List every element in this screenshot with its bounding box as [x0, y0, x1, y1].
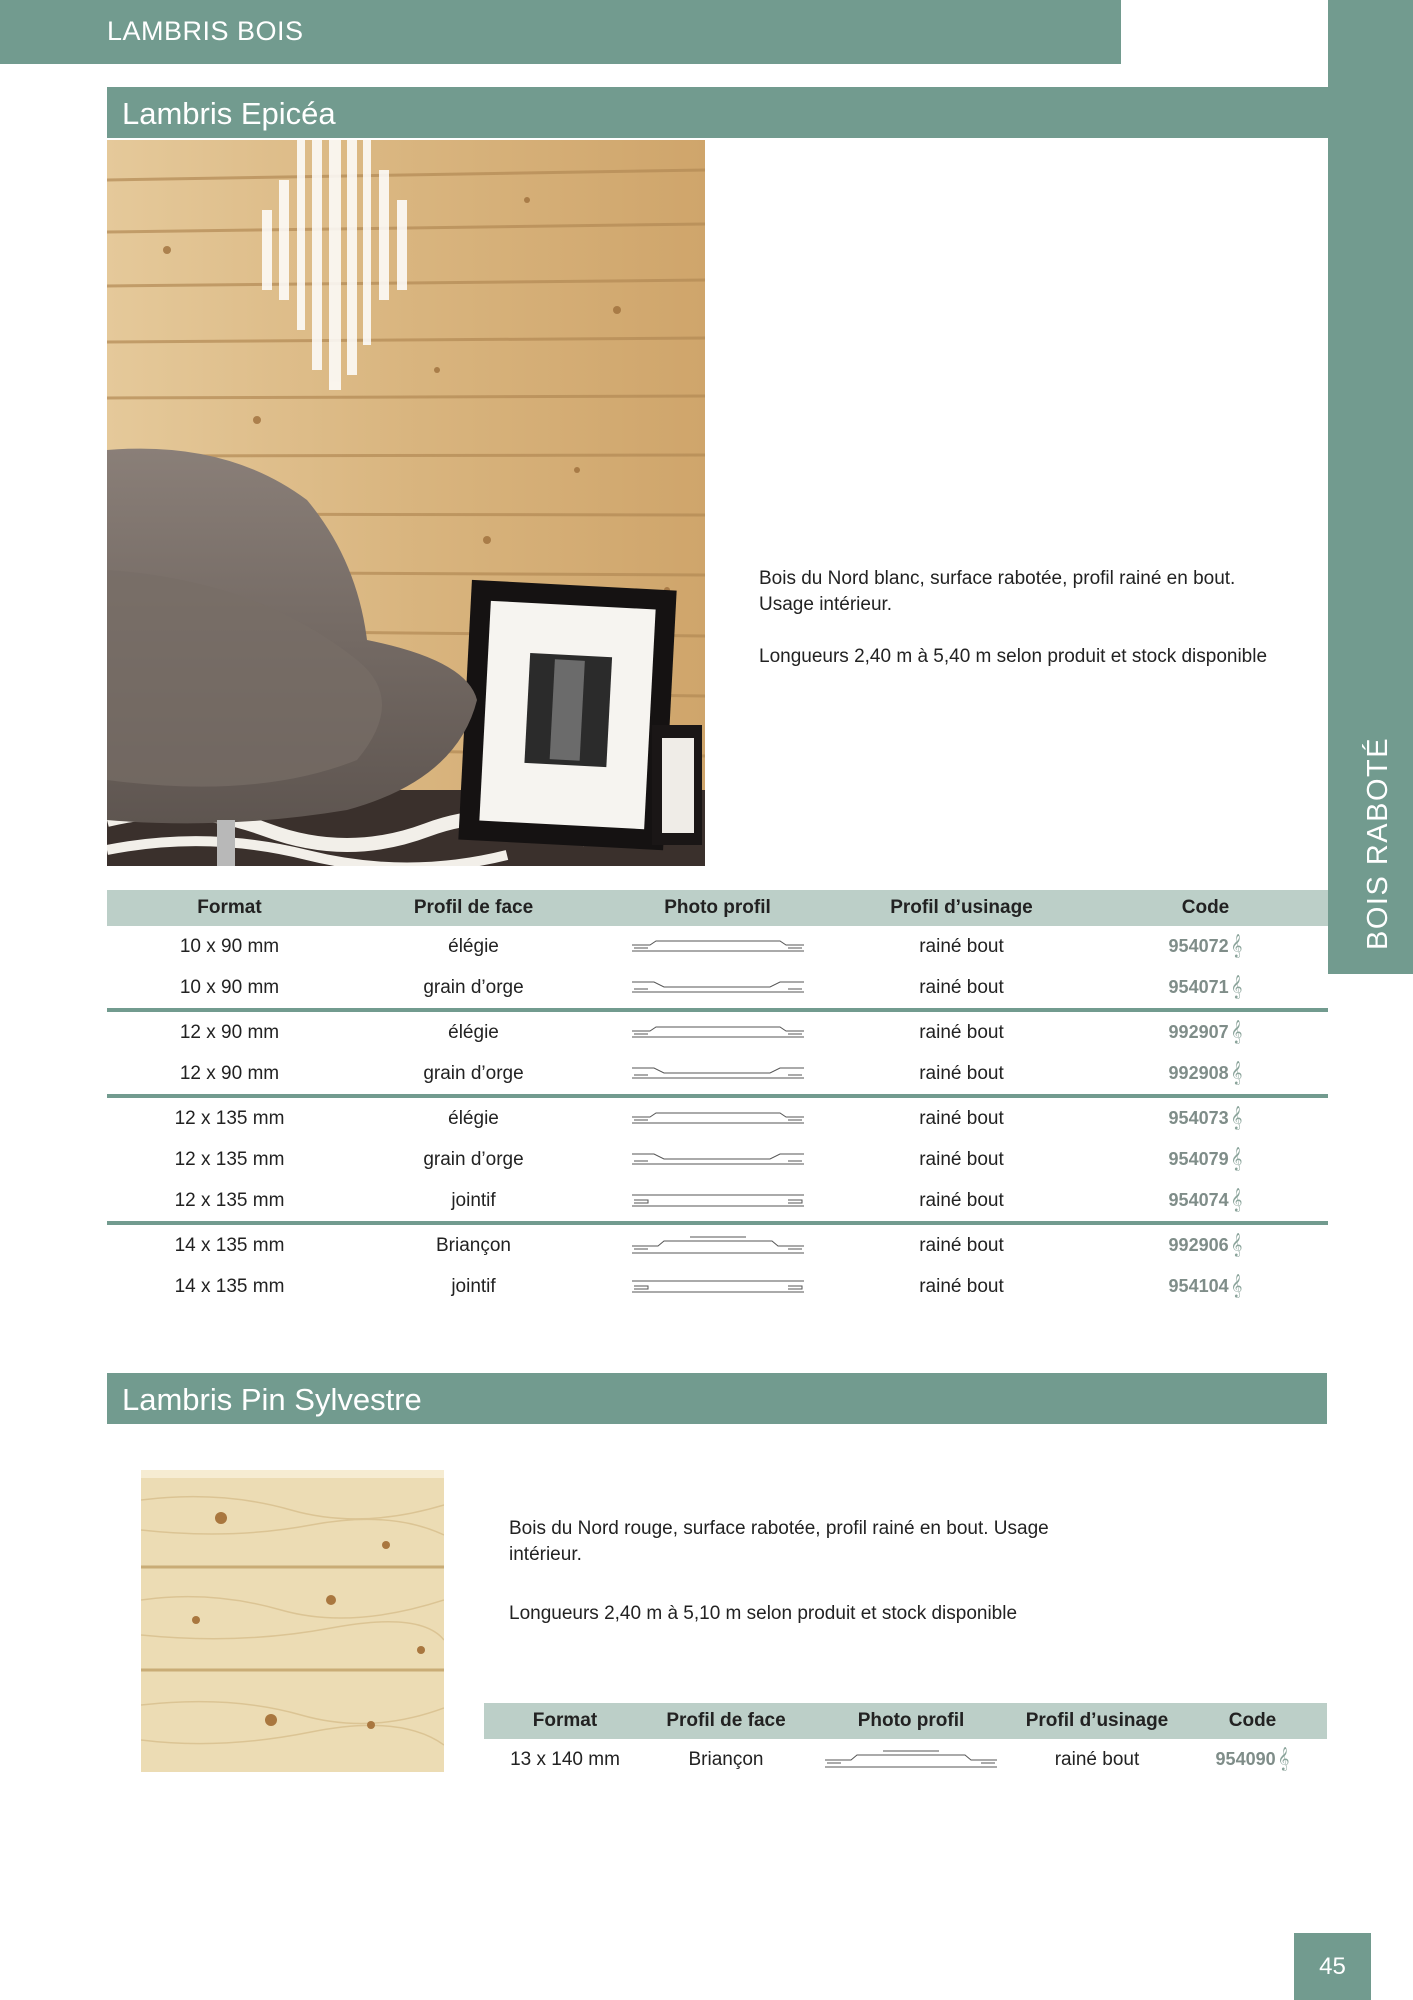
product-code: 954074: [1168, 1190, 1229, 1210]
col-header-code: Code: [1083, 890, 1328, 926]
treble-clef-icon: 𝄞: [1230, 976, 1243, 998]
code-cell: [1083, 1180, 1328, 1223]
grain-orge-profile-icon: [630, 1064, 806, 1084]
table-row: [107, 1180, 1328, 1223]
product-code: 954079: [1168, 1149, 1229, 1169]
col-header-format: Format: [484, 1703, 646, 1739]
col-header-code: Code: [1178, 1703, 1327, 1739]
profil-face-cell: jointif: [451, 1275, 496, 1297]
profil-face-cell: jointif: [352, 1180, 595, 1223]
photo-profil-cell: [595, 967, 840, 1010]
photo-profil-cell: [595, 926, 840, 967]
photo-profil-cell: [595, 1180, 840, 1223]
format-cell: 10 x 90 mm: [179, 935, 280, 957]
epicea-description: [759, 566, 1319, 670]
table-row: [484, 1739, 1327, 1780]
page-number: 45: [1319, 1953, 1346, 1980]
code-cell: [1083, 1139, 1328, 1180]
pine-board-photo-icon: [141, 1470, 444, 1772]
photo-profil-cell: [595, 1010, 840, 1053]
profil-face-cell: élégie: [448, 1107, 499, 1129]
treble-clef-icon: 𝄞: [1230, 1062, 1243, 1084]
pin-description: [509, 1516, 1109, 1627]
usinage-cell: rainé bout: [919, 935, 1004, 957]
product-code: 992906: [1168, 1235, 1229, 1255]
usinage-cell: rainé bout: [840, 1053, 1083, 1096]
col-header-profil-face: Profil de face: [646, 1703, 806, 1739]
treble-clef-icon: 𝄞: [1230, 1189, 1243, 1211]
format-cell: 14 x 135 mm: [174, 1275, 285, 1297]
product-code: 954104: [1168, 1276, 1229, 1296]
profil-face-cell: élégie: [448, 1021, 499, 1043]
table-row: [107, 967, 1328, 1010]
photo-profil-cell: [595, 1266, 840, 1307]
jointif-profile-icon: [630, 1277, 806, 1297]
format-cell: 10 x 90 mm: [107, 967, 352, 1010]
format-cell: 12 x 90 mm: [107, 1053, 352, 1096]
col-header-profil-usinage: Profil d’usinage: [1016, 1703, 1178, 1739]
format-cell: 12 x 135 mm: [174, 1107, 285, 1129]
format-cell: 12 x 135 mm: [174, 1148, 285, 1170]
product-code: 954090: [1215, 1749, 1276, 1769]
section-header-pin: [107, 1373, 1327, 1424]
category-title: LAMBRIS BOIS: [107, 16, 304, 46]
usinage-cell: rainé bout: [919, 1021, 1004, 1043]
treble-clef-icon: 𝄞: [1230, 1234, 1243, 1256]
product-code: 954072: [1168, 936, 1229, 956]
usinage-cell: rainé bout: [1054, 1748, 1140, 1770]
section-header-epicea: [107, 87, 1328, 138]
epicea-description-line2: Usage intérieur.: [759, 594, 893, 615]
treble-clef-icon: 𝄞: [1230, 1021, 1243, 1043]
code-cell: [1083, 1096, 1328, 1139]
code-cell: [1083, 1266, 1328, 1307]
usinage-cell: rainé bout: [919, 1107, 1004, 1129]
usinage-cell: rainé bout: [919, 1234, 1004, 1256]
profil-face-cell: grain d’orge: [423, 1148, 524, 1170]
treble-clef-icon: 𝄞: [1230, 1148, 1243, 1170]
product-code: 992908: [1168, 1063, 1229, 1083]
elegie-profile-icon: [630, 1109, 806, 1129]
photo-profil-cell: [806, 1739, 1016, 1780]
epicea-spec-table: [107, 890, 1328, 1307]
code-cell: [1178, 1739, 1327, 1780]
section-title-epicea: Lambris Epicéa: [122, 96, 336, 131]
product-code: 954073: [1168, 1108, 1229, 1128]
col-header-profil-face: Profil de face: [352, 890, 595, 926]
treble-clef-icon: 𝄞: [1230, 1275, 1243, 1297]
code-cell: [1083, 1223, 1328, 1266]
format-cell: 12 x 90 mm: [179, 1021, 280, 1043]
code-cell: [1083, 1053, 1328, 1096]
pin-description-line2: intérieur.: [509, 1544, 582, 1565]
col-header-photo-profil: Photo profil: [595, 890, 840, 926]
format-cell: 14 x 135 mm: [174, 1234, 285, 1256]
top-header-bar: [0, 0, 1121, 64]
pin-description-line1: Bois du Nord rouge, surface rabotée, profil rainé en bout. Usage: [509, 1518, 1049, 1539]
col-header-profil-usinage: Profil d’usinage: [840, 890, 1083, 926]
table-row: [107, 1266, 1328, 1307]
treble-clef-icon: 𝄞: [1230, 1107, 1243, 1129]
treble-clef-icon: 𝄞: [1230, 935, 1243, 957]
pin-spec-table: [484, 1703, 1327, 1780]
elegie-profile-icon: [630, 1023, 806, 1043]
room-photo-icon: [107, 140, 705, 866]
epicea-lengths: Longueurs 2,40 m à 5,40 m selon produit et stock disponible: [759, 646, 1268, 667]
photo-profil-cell: [595, 1139, 840, 1180]
photo-profil-cell: [595, 1223, 840, 1266]
usinage-cell: rainé bout: [840, 1180, 1083, 1223]
table-row: [107, 1053, 1328, 1096]
photo-profil-cell: [595, 1096, 840, 1139]
treble-clef-icon: 𝄞: [1277, 1748, 1290, 1770]
briancon-profile-icon: [630, 1234, 806, 1258]
grain-orge-profile-icon: [630, 978, 806, 998]
col-header-photo-profil: Photo profil: [806, 1703, 1016, 1739]
product-code: 992907: [1168, 1022, 1229, 1042]
profil-face-cell: grain d’orge: [352, 967, 595, 1010]
table-row: [107, 1223, 1328, 1266]
usinage-cell: rainé bout: [840, 967, 1083, 1010]
usinage-cell: rainé bout: [919, 1275, 1004, 1297]
col-header-format: Format: [107, 890, 352, 926]
profil-face-cell: Briançon: [436, 1234, 511, 1256]
profil-face-cell: grain d’orge: [352, 1053, 595, 1096]
table-row: [107, 1139, 1328, 1180]
code-cell: [1083, 967, 1328, 1010]
profil-face-cell: Briançon: [688, 1748, 764, 1770]
page-number-box: [1294, 1933, 1371, 2000]
usinage-cell: rainé bout: [919, 1148, 1004, 1170]
table-row: [107, 1010, 1328, 1053]
grain-orge-profile-icon: [630, 1150, 806, 1170]
format-cell: 12 x 135 mm: [107, 1180, 352, 1223]
table-header-row: [484, 1703, 1327, 1739]
table-row: [107, 926, 1328, 967]
pin-lengths: Longueurs 2,40 m à 5,10 m selon produit et stock disponible: [509, 1603, 1018, 1624]
table-header-row: [107, 890, 1328, 926]
table-row: [107, 1096, 1328, 1139]
side-tab-label: BOIS RABOTÉ: [1362, 736, 1394, 950]
epicea-description-line1: Bois du Nord blanc, surface rabotée, profil rainé en bout.: [759, 568, 1236, 589]
code-cell: [1083, 926, 1328, 967]
product-code: 954071: [1168, 977, 1229, 997]
briancon-profile-icon: [823, 1748, 999, 1772]
elegie-profile-icon: [630, 937, 806, 957]
photo-profil-cell: [595, 1053, 840, 1096]
code-cell: [1083, 1010, 1328, 1053]
format-cell: 13 x 140 mm: [510, 1748, 620, 1770]
jointif-profile-icon: [630, 1191, 806, 1211]
section-title-pin: Lambris Pin Sylvestre: [122, 1382, 422, 1417]
profil-face-cell: élégie: [448, 935, 499, 957]
